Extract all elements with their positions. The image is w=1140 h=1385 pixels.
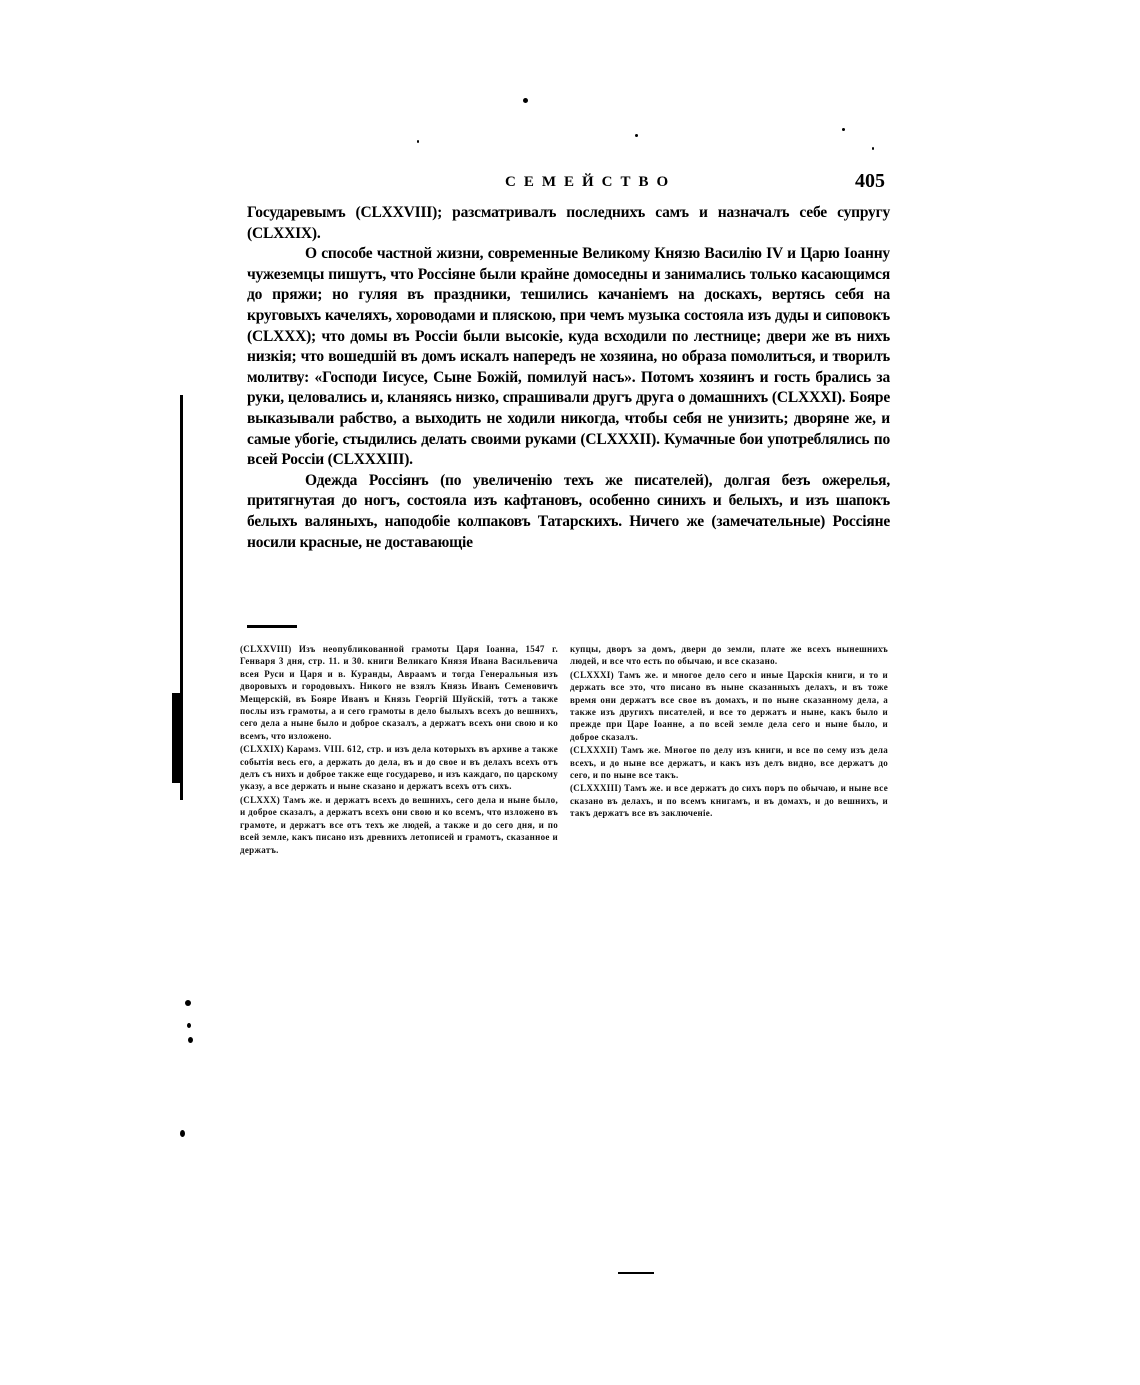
footnote: (CLXXX) Тамъ же. и держатъ всехъ до вешнихъ, сего дела и ныне было, и доброе сказалъ, а держатъ всехъ они свою и ко всемъ, что изложено въ грамоте, и держатъ все отъ техъ же людей, а также и до сего дня, и по всей земле, какъ писано изъ древнихъ летописей и грамотъ, сказанное и держатъ.	[240, 794, 558, 855]
footnote: (CLXXXII) Тамъ же. Многое по делу изъ книги, и все по сему изъ дела всехъ, и до ныне все держатъ, и какъ изъ делъ видно, все держатъ до сего, и по ныне все такъ.	[570, 745, 888, 781]
paragraph: О способе частной жизни, современные Великому Князю Василію IV и Царю Іоанну чужеземцы пишутъ, что Россіяне были крайне домоседны и занимались только касающимся до пряжи; но гуляя въ праздники, тешились качаніемъ на доскахъ, вертясь себя на круговыхъ качеляхъ, хороводами и пляскою, при чемъ музыка состояла изъ дуды и сиповокъ (CLXXX); что домы въ Россіи были высокіе, куда всходили по лестнице; двери же въ нихъ низкія; что вошедшій въ домъ искалъ напередъ не хозяина, но образа помолиться, и творилъ молитву: «Господи Іисусе, Сыне Божій, помилуй насъ». Потомъ хозяинъ и гость брались за руки, целовались и, кланяясь низко, спрашивали другъ друга о домашнихъ (CLXXXI). Бояре выказывали рабство, а выходить не ходили никогда, чтобы себя не унизить; дворяне же, и самые убогіе, стыдились делать своими руками (CLXXXII). Кумачные бои употреблялись по всей Россіи (CLXXXIII).	[247, 245, 890, 469]
scan-speck	[872, 147, 874, 150]
scan-speck	[180, 1130, 185, 1137]
scan-speck	[187, 1023, 191, 1028]
scanned-page	[165, 90, 970, 1295]
scan-speck	[188, 1037, 193, 1043]
running-title: СЕМЕЙСТВО	[505, 174, 677, 190]
footnote: (CLXXVIII) Изъ неопубликованной грамоты Царя Іоанна, 1547 г. Генваря 3 дня, стр. 11. и 30. книги Великаго Князя Ивана Васильевича всея Руси и Царя и в. Куранды, Авраамъ и тогда Генеральныя изъ дворовыхъ и городовыхъ. Никого не взялъ Князь Иванъ Семеновичъ Мещерскій, въ Бояре Иванъ и Князь Георгій Шуйскій, тотъ а также послы изъ грамоты, а и сего грамоты в дело былыхъ всехъ до вешнихъ, сего дела а ныне было и доброе сказалъ, а держатъ всехъ они свою и ко всемъ, что изложено.	[240, 644, 558, 741]
footnotes-right-column	[570, 643, 888, 1138]
footnote: (CLXXIX) Карамз. VIII. 612, стр. и изъ дела которыхъ въ архиве а также событія весь его, а держать до дела, въ и до свое и въ делахъ всехъ отъ делъ съ нихъ и доброе также еще государево, и изъ каждаго, по царскому указу, а все держать и ныне сказано и держатъ всехъ отъ сихъ.	[240, 744, 558, 792]
paragraph: Одежда Россіянъ (по увеличенію техъ же писателей), долгая безъ ожерелья, притягнутая до ногъ, состояла изъ кафтановъ, особенно синихъ и белыхъ, и изъ шапокъ белыхъ валяныхъ, наподобіе колпаковъ Татарскихъ. Ничего же (замечательные) Россіяне носили красные, не доставающіе	[247, 471, 890, 551]
scan-speck	[417, 140, 419, 143]
running-head	[165, 170, 970, 200]
scan-speck	[185, 1000, 191, 1006]
footnote: (CLXXXIII) Тамъ же. и все держатъ до сихъ поръ по обычаю, и ныне все сказано въ делахъ, и по всемъ книгамъ, и въ домахъ, и до вешнихъ, и такъ держатъ все въ заключеніе.	[570, 783, 888, 819]
footnotes-left-column	[240, 643, 558, 1138]
bottom-mark	[618, 1272, 654, 1274]
footnote-rule	[247, 625, 297, 628]
main-text	[247, 203, 890, 553]
scan-speck	[523, 98, 528, 103]
margin-scan-block	[172, 693, 181, 783]
page-number: 405	[855, 170, 885, 192]
footnotes	[240, 643, 892, 1138]
paragraph: Государевымъ (CLXXVIII); разсматривалъ последнихъ самъ и назначалъ себе супругу (CLXXIX).	[247, 204, 890, 242]
footnote: (CLXXXI) Тамъ же. и многое дело сего и иные Царскія книги, и то и держать все это, что писано въ ныне сказанныхъ делахъ, и въ тоже время они держатъ все свое въ домахъ, и по ныне сказанному дела, а также изъ другихъ писателей, и все то держатъ и ныне, какъ было и прежде при Царе Іоанне, а по всей земле дела сего и ныне было, и доброе сказалъ.	[570, 669, 888, 742]
scan-speck	[635, 134, 638, 137]
footnote: купцы, дворъ за домъ, двери до земли, плате же всехъ нынешнихъ людей, и все что есть по обычаю, и все сказано.	[570, 644, 888, 667]
scan-speck	[842, 128, 845, 131]
